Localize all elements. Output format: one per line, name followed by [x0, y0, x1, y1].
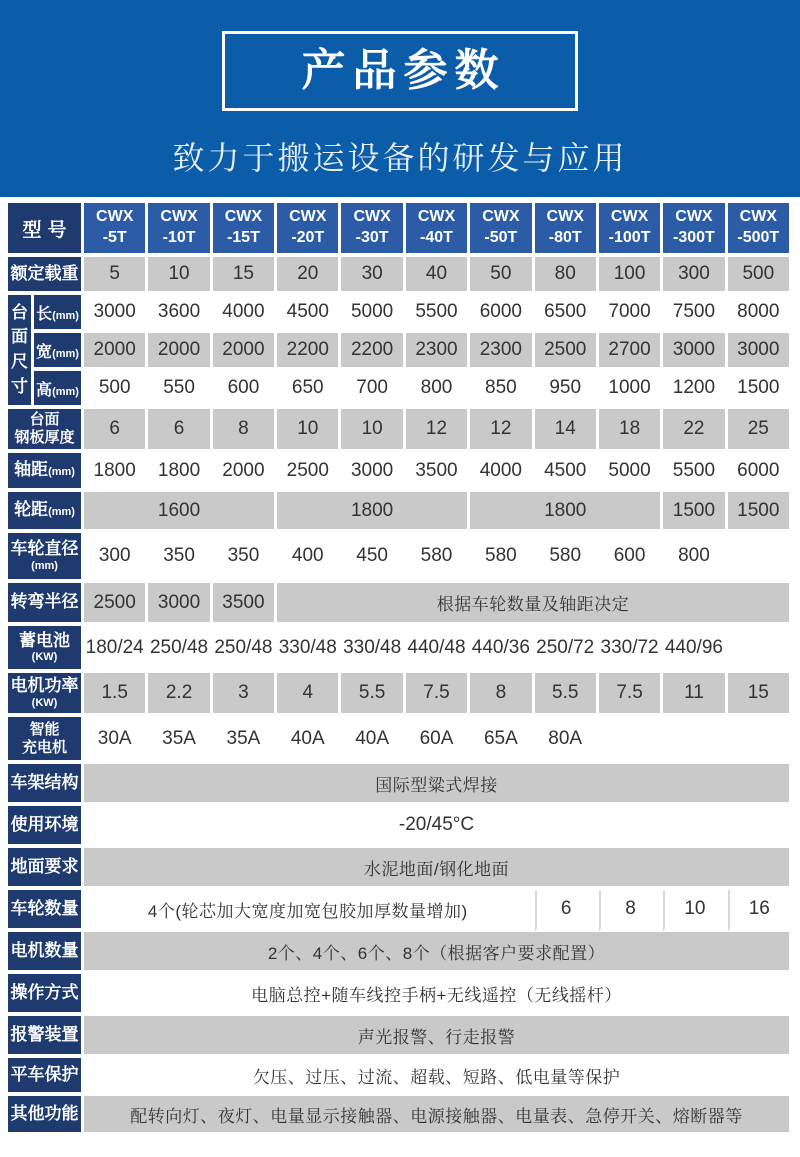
cell-smart-charger-1: 35A	[148, 717, 212, 764]
cell-width-7: 2500	[535, 333, 599, 371]
cell-wheelbase-1: 1800	[148, 453, 212, 492]
spec-table	[8, 203, 792, 1136]
row-label-cart-protection-label-line: 平车保护	[10, 1064, 79, 1084]
row-width	[8, 333, 792, 371]
model-name-line1: CWX	[610, 208, 649, 226]
spec-table-wrap	[0, 197, 800, 1136]
cell-motor-power-5: 7.5	[406, 673, 470, 717]
cell-operation-mode-0: 电脑总控+随车线控手柄+无线遥控（无线摇杆）	[84, 974, 792, 1016]
cell-track-width-1: 1800	[277, 492, 470, 533]
row-label-other-functions	[8, 1096, 84, 1136]
row-label-battery-unit: (KW)	[31, 651, 58, 664]
row-height	[8, 371, 792, 409]
row-label-motor-count-label-line: 电机数量	[10, 940, 79, 960]
cell-width-10: 3000	[728, 333, 792, 371]
row-label-battery	[8, 626, 84, 673]
row-smart-charger	[8, 717, 792, 764]
model-name-line2: -40T	[420, 229, 453, 246]
cell-height-4: 700	[341, 371, 405, 409]
row-label-plate-thickness-label-line: 台面	[29, 411, 60, 428]
cell-smart-charger-10	[728, 717, 792, 764]
cell-width-0: 2000	[84, 333, 148, 371]
cell-wheelbase-4: 3000	[341, 453, 405, 492]
row-label-operation-mode	[8, 974, 84, 1016]
cell-turning-radius-0: 2500	[84, 583, 148, 626]
cell-length-7: 6500	[535, 295, 599, 333]
cell-motor-power-8: 7.5	[599, 673, 663, 717]
model-header-cwx-20t	[277, 203, 341, 257]
cell-rated-load-9: 300	[663, 257, 727, 295]
cell-rated-load-7: 80	[535, 257, 599, 295]
row-label-width	[34, 333, 84, 371]
cell-rated-load-2: 15	[213, 257, 277, 295]
row-label-wheel-diameter-unit: (mm)	[31, 559, 58, 572]
row-label-motor-power-label-line: 电机功率	[10, 676, 79, 696]
row-label-operating-environment-label-line: 使用环境	[10, 814, 79, 834]
row-label-alarm-device	[8, 1016, 84, 1058]
cell-wheel-diameter-9: 800	[663, 533, 727, 583]
model-name-line1: CWX	[546, 208, 584, 226]
model-name-line2: -15T	[226, 229, 260, 246]
model-header-cwx-500t	[728, 203, 792, 257]
cell-operating-environment-0: -20/45°C	[84, 806, 792, 848]
row-label-wheel-count	[8, 890, 84, 932]
cell-turning-radius-2: 3500	[213, 583, 277, 626]
row-length	[8, 295, 792, 333]
cell-width-1: 2000	[148, 333, 212, 371]
row-label-smart-charger	[8, 717, 84, 764]
model-name-line2: -80T	[548, 229, 582, 246]
cell-rated-load-0: 5	[84, 257, 148, 295]
cell-wheel-diameter-6: 580	[470, 533, 534, 583]
cell-height-7: 950	[535, 371, 599, 409]
cell-alarm-device-0: 声光报警、行走报警	[84, 1016, 792, 1058]
model-header-cwx-40t	[406, 203, 470, 257]
row-track-width	[8, 492, 792, 533]
row-label-height	[34, 371, 84, 409]
cell-length-9: 7500	[663, 295, 727, 333]
cell-rated-load-5: 40	[406, 257, 470, 295]
cell-track-width-3: 1500	[663, 492, 727, 533]
row-label-turning-radius	[8, 583, 84, 626]
group-label-char: 尺	[11, 352, 28, 371]
row-label-length-label-line: 长(mm)	[36, 305, 79, 323]
row-label-alarm-device-label-line: 报警装置	[10, 1024, 79, 1044]
cell-length-8: 7000	[599, 295, 663, 333]
model-header-row	[8, 203, 792, 257]
cell-wheel-diameter-5: 580	[406, 533, 470, 583]
cell-battery-9: 440/96	[663, 626, 727, 673]
row-label-rated-load	[8, 257, 84, 295]
cell-length-6: 6000	[470, 295, 534, 333]
cell-cart-protection-0: 欠压、过压、过流、超载、短路、低电量等保护	[84, 1058, 792, 1096]
model-header-cwx-80t	[535, 203, 599, 257]
cell-battery-3: 330/48	[277, 626, 341, 673]
row-label-height-label-line: 高(mm)	[36, 381, 79, 399]
cell-height-10: 1500	[728, 371, 792, 409]
row-plate-thickness	[8, 409, 792, 453]
row-label-wheel-diameter-label-line: 车轮直径	[10, 539, 79, 559]
row-label-ground-requirement	[8, 848, 84, 890]
row-label-turning-radius-label-line: 转弯半径	[10, 592, 79, 612]
cell-motor-power-7: 5.5	[535, 673, 599, 717]
cell-wheel-diameter-2: 350	[213, 533, 277, 583]
cell-motor-power-10: 15	[728, 673, 792, 717]
cell-wheel-count-1: 6	[535, 890, 599, 932]
cell-wheel-count-0: 4个(轮芯加大宽度加宽包胶加厚数量增加)	[84, 890, 535, 932]
cell-width-3: 2200	[277, 333, 341, 371]
col-header-model: 型号	[8, 203, 84, 257]
cell-motor-power-6: 8	[470, 673, 534, 717]
model-name-line1: CWX	[353, 208, 391, 226]
group-label-char: 寸	[11, 376, 28, 396]
row-motor-count	[8, 932, 792, 974]
cell-wheel-diameter-0: 300	[84, 533, 148, 583]
cell-length-5: 5500	[406, 295, 470, 333]
cell-wheel-diameter-4: 450	[341, 533, 405, 583]
row-label-motor-power-unit: (KW)	[31, 696, 58, 709]
cell-height-1: 550	[148, 371, 212, 409]
cell-wheel-diameter-10	[728, 533, 792, 583]
cell-ground-requirement-0: 水泥地面/钢化地面	[84, 848, 792, 890]
cell-turning-radius-3: 根据车轮数量及轴距决定	[277, 583, 792, 626]
model-name-line1: CWX	[160, 208, 198, 226]
cell-width-8: 2700	[599, 333, 663, 371]
cell-smart-charger-7: 80A	[535, 717, 599, 764]
cell-plate-thickness-0: 6	[84, 409, 148, 453]
row-label-wheel-diameter	[8, 533, 84, 583]
cell-wheelbase-8: 5000	[599, 453, 663, 492]
model-name-line2: -30T	[355, 229, 389, 246]
cell-rated-load-6: 50	[470, 257, 534, 295]
model-name-line1: CWX	[739, 208, 777, 226]
model-header-cwx-50t	[470, 203, 534, 257]
row-label-motor-power	[8, 673, 84, 717]
cell-track-width-0: 1600	[84, 492, 277, 533]
cell-wheelbase-6: 4000	[470, 453, 534, 492]
row-motor-power	[8, 673, 792, 717]
cell-wheel-count-3: 10	[663, 890, 727, 932]
cell-height-3: 650	[277, 371, 341, 409]
row-label-smart-charger-label-line: 智能	[29, 720, 60, 738]
cell-motor-power-9: 11	[663, 673, 727, 717]
cell-track-width-2: 1800	[470, 492, 663, 533]
row-wheelbase	[8, 453, 792, 492]
model-header-cwx-15t	[213, 203, 277, 257]
model-name-line1: CWX	[96, 208, 134, 226]
cell-battery-7: 250/72	[535, 626, 599, 673]
cell-battery-10	[728, 626, 792, 673]
cell-battery-0: 180/24	[84, 626, 148, 673]
row-cart-protection	[8, 1058, 792, 1096]
cell-rated-load-1: 10	[148, 257, 212, 295]
row-label-track-width	[8, 492, 84, 533]
cell-plate-thickness-9: 22	[663, 409, 727, 453]
model-header-cwx-5t	[84, 203, 148, 257]
row-label-frame-structure	[8, 764, 84, 806]
cell-plate-thickness-8: 18	[599, 409, 663, 453]
row-turning-radius	[8, 583, 792, 626]
cell-wheel-diameter-1: 350	[148, 533, 212, 583]
cell-motor-power-1: 2.2	[148, 673, 212, 717]
cell-wheelbase-10: 6000	[728, 453, 792, 492]
row-label-smart-charger-label-line: 充电机	[22, 738, 68, 756]
row-label-width-unit: (mm)	[52, 347, 79, 360]
row-rated-load	[8, 257, 792, 295]
cell-rated-load-3: 20	[277, 257, 341, 295]
cell-wheelbase-9: 5500	[663, 453, 727, 492]
cell-smart-charger-9	[663, 717, 727, 764]
cell-smart-charger-6: 65A	[470, 717, 534, 764]
cell-wheelbase-2: 2000	[213, 453, 277, 492]
title-box	[222, 31, 578, 111]
group-label-char: 面	[11, 327, 28, 347]
cell-width-5: 2300	[406, 333, 470, 371]
cell-motor-count-0: 2个、4个、6个、8个（根据客户要求配置）	[84, 932, 792, 974]
cell-wheelbase-3: 2500	[277, 453, 341, 492]
row-label-wheel-count-label-line: 车轮数量	[10, 898, 79, 918]
row-alarm-device	[8, 1016, 792, 1058]
row-label-wheelbase	[8, 453, 84, 492]
cell-smart-charger-5: 60A	[406, 717, 470, 764]
row-label-height-unit: (mm)	[52, 385, 79, 398]
row-ground-requirement	[8, 848, 792, 890]
cell-turning-radius-1: 3000	[148, 583, 212, 626]
cell-height-2: 600	[213, 371, 277, 409]
row-frame-structure	[8, 764, 792, 806]
cell-length-0: 3000	[84, 295, 148, 333]
cell-length-2: 4000	[213, 295, 277, 333]
cell-wheel-diameter-8: 600	[599, 533, 663, 583]
row-label-plate-thickness-label-line: 钢板厚度	[14, 429, 75, 446]
model-name-line2: -50T	[484, 229, 518, 246]
cell-smart-charger-4: 40A	[341, 717, 405, 764]
row-label-plate-thickness	[8, 409, 84, 453]
cell-motor-power-2: 3	[213, 673, 277, 717]
cell-battery-2: 250/48	[213, 626, 277, 673]
cell-height-5: 800	[406, 371, 470, 409]
row-label-track-width-label-line: 轮距(mm)	[14, 500, 75, 520]
cell-height-9: 1200	[663, 371, 727, 409]
row-label-motor-count	[8, 932, 84, 974]
row-wheel-count	[8, 890, 792, 932]
cell-battery-5: 440/48	[406, 626, 470, 673]
row-label-ground-requirement-label-line: 地面要求	[10, 856, 79, 876]
cell-wheel-count-2: 8	[599, 890, 663, 932]
cell-smart-charger-8	[599, 717, 663, 764]
cell-length-3: 4500	[277, 295, 341, 333]
group-label-platform-size	[8, 295, 34, 409]
cell-plate-thickness-6: 12	[470, 409, 534, 453]
model-name-line1: CWX	[289, 208, 327, 226]
cell-other-functions-0: 配转向灯、夜灯、电量显示接触器、电源接触器、电量表、急停开关、熔断器等	[84, 1096, 792, 1136]
model-name-line2: -5T	[102, 229, 127, 246]
row-operating-environment	[8, 806, 792, 848]
page-title: 产品参数	[301, 46, 506, 95]
cell-track-width-4: 1500	[728, 492, 792, 533]
cell-smart-charger-2: 35A	[213, 717, 277, 764]
cell-frame-structure-0: 国际型粱式焊接	[84, 764, 792, 806]
cell-width-6: 2300	[470, 333, 534, 371]
cell-width-4: 2200	[341, 333, 405, 371]
cell-plate-thickness-1: 6	[148, 409, 212, 453]
model-name-line1: CWX	[675, 208, 713, 226]
model-name-line2: -10T	[162, 229, 196, 246]
row-label-other-functions-label-line: 其他功能	[10, 1103, 79, 1123]
row-label-operating-environment	[8, 806, 84, 848]
row-label-rated-load-label-line: 额定载重	[10, 263, 79, 283]
model-name-line1: CWX	[417, 208, 456, 226]
model-name-line2: -300T	[673, 229, 715, 246]
row-wheel-diameter	[8, 533, 792, 583]
row-label-width-label-line: 宽(mm)	[36, 343, 79, 361]
cell-smart-charger-3: 40A	[277, 717, 341, 764]
row-other-functions	[8, 1096, 792, 1136]
cell-length-10: 8000	[728, 295, 792, 333]
row-label-wheelbase-label-line: 轴距(mm)	[14, 460, 75, 480]
cell-wheel-count-4: 16	[728, 890, 792, 932]
cell-height-8: 1000	[599, 371, 663, 409]
tagline: 致力于搬运设备的研发与应用	[172, 140, 628, 176]
row-label-length-unit: (mm)	[52, 309, 79, 322]
cell-wheelbase-7: 4500	[535, 453, 599, 492]
model-header-cwx-10t	[148, 203, 212, 257]
model-name-line1: CWX	[482, 208, 520, 226]
cell-plate-thickness-5: 12	[406, 409, 470, 453]
cell-plate-thickness-4: 10	[341, 409, 405, 453]
cell-plate-thickness-2: 8	[213, 409, 277, 453]
cell-height-0: 500	[84, 371, 148, 409]
cell-motor-power-4: 5.5	[341, 673, 405, 717]
cell-rated-load-8: 100	[599, 257, 663, 295]
cell-height-6: 850	[470, 371, 534, 409]
cell-wheel-diameter-3: 400	[277, 533, 341, 583]
cell-plate-thickness-7: 14	[535, 409, 599, 453]
row-operation-mode	[8, 974, 792, 1016]
row-battery	[8, 626, 792, 673]
cell-rated-load-4: 30	[341, 257, 405, 295]
model-name-line2: -100T	[608, 229, 651, 246]
cell-smart-charger-0: 30A	[84, 717, 148, 764]
row-label-battery-label-line: 蓄电池	[19, 630, 70, 650]
cell-battery-8: 330/72	[599, 626, 663, 673]
cell-plate-thickness-10: 25	[728, 409, 792, 453]
model-header-cwx-300t	[663, 203, 727, 257]
cell-wheelbase-5: 3500	[406, 453, 470, 492]
model-name-line2: -500T	[737, 229, 780, 246]
cell-battery-1: 250/48	[148, 626, 212, 673]
cell-width-2: 2000	[213, 333, 277, 371]
banner	[0, 0, 800, 197]
model-header-cwx-30t	[341, 203, 405, 257]
cell-wheel-diameter-7: 580	[535, 533, 599, 583]
row-label-length	[34, 295, 84, 333]
cell-length-1: 3600	[148, 295, 212, 333]
cell-width-9: 3000	[663, 333, 727, 371]
cell-motor-power-0: 1.5	[84, 673, 148, 717]
model-name-line2: -20T	[291, 229, 325, 246]
model-header-cwx-100t	[599, 203, 663, 257]
cell-length-4: 5000	[341, 295, 405, 333]
cell-wheelbase-0: 1800	[84, 453, 148, 492]
row-label-operation-mode-label-line: 操作方式	[10, 982, 79, 1002]
cell-battery-6: 440/36	[470, 626, 534, 673]
row-label-cart-protection	[8, 1058, 84, 1096]
group-label-char: 台	[11, 302, 28, 322]
cell-rated-load-10: 500	[728, 257, 792, 295]
row-label-wheelbase-unit: (mm)	[48, 466, 75, 479]
cell-motor-power-3: 4	[277, 673, 341, 717]
cell-plate-thickness-3: 10	[277, 409, 341, 453]
row-label-frame-structure-label-line: 车架结构	[10, 772, 79, 792]
cell-battery-4: 330/48	[341, 626, 405, 673]
model-name-line1: CWX	[224, 208, 263, 226]
row-label-track-width-unit: (mm)	[48, 506, 75, 519]
